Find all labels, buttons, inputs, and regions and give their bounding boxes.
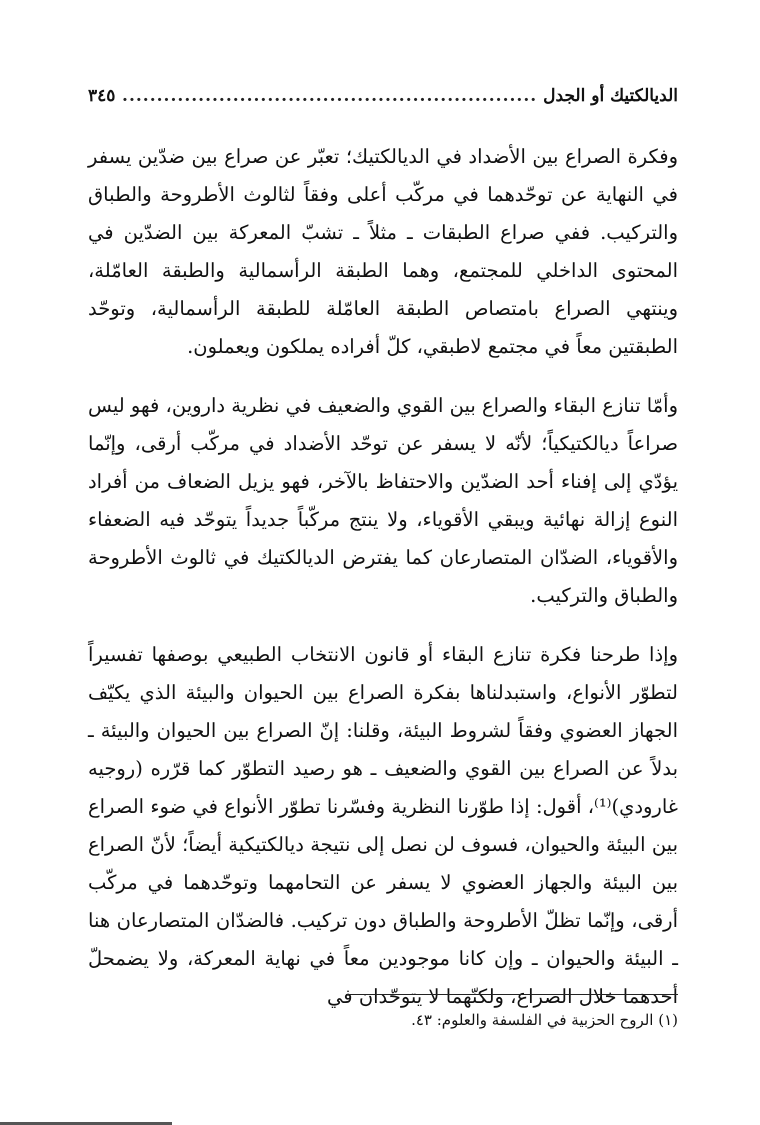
header-leader-dots bbox=[121, 86, 537, 106]
main-text bbox=[88, 138, 678, 1016]
paragraph-1: وفكرة الصراع بين الأضداد في الديالكتيك؛ تعبّر عن صراع بين ضدّين يسفر في النهاية عن توحّدهما في مركّب أعلى وفقاً لثالوث الأطروحة والطباق والتركيب. ففي صراع الطبقات ـ مثلاً ـ تشبّ المعركة بين الضدّين في المحتوى الداخلي للمجتمع، وهما الطبقة الرأسمالية والطبقة العامّلة، وينتهي الصراع بامتصاص الطبقة العامّلة للطبقة الرأسمالية، وتوحّد الطبقتين معاً في مجتمع لاطبقي، كلّ أفراده يملكون ويعملون. bbox=[88, 145, 678, 358]
page-number: ٣٤٥ bbox=[88, 86, 116, 106]
paragraph-2: وأمّا تنازع البقاء والصراع بين القوي والضعيف في نظرية داروين، فهو ليس صراعاً ديالكتيكياً؛ لأنّه لا يسفر عن توحّد الأضداد في مركّب أرقى، وإنّما يؤدّي إلى إفناء أحد الضدّين والاحتفاظ بالآخر، فهو يزيل الضعاف من أفراد النوع إزالة نهائية ويبقي الأقوياء، ولا ينتج مركّباً جديداً يتوحّد فيه الضعفاء والأقوياء، الضدّان المتصارعان كما يفترض الديالكتيك في ثالوث الأطروحة والطباق والتركيب. bbox=[88, 394, 678, 607]
header-title: الديالكتيك أو الجدل bbox=[543, 86, 678, 106]
footnote: (١) الروح الحزبية في الفلسفة والعلوم: ٤٣. bbox=[411, 1011, 678, 1029]
running-header bbox=[88, 86, 678, 106]
footnote-separator bbox=[346, 994, 678, 995]
paragraph-3: وإذا طرحنا فكرة تنازع البقاء أو قانون الانتخاب الطبيعي بوصفها تفسيراً لتطوّر الأنواع، واستبدلناها بفكرة الصراع بين الحيوان والبيئة الذي يكيّف الجهاز العضوي وفقاً لشروط البيئة، وقلنا: إنّ الصراع بين الحيوان والبيئة ـ بدلاً عن الصراع بين القوي والضعيف ـ هو رصيد التطوّر كما قرّره (روجيه غارودي)⁽¹⁾، أقول: إذا طوّرنا النظرية وفسّرنا تطوّر الأنواع في ضوء الصراع بين البيئة والحيوان، فسوف لن نصل إلى نتيجة ديالكتيكية أيضاً؛ لأنّ الصراع بين البيئة والجهاز العضوي لا يسفر عن التحامهما وتوحّدهما في مركّب أرقى، وإنّما تظلّ الأطروحة والطباق دون تركيب. فالضدّان المتصارعان هنا ـ البيئة والحيوان ـ وإن كانا موجودين معاً في نهاية المعركة، ولا يضمحلّ أحدهما خلال الصراع، ولكنّهما لا يتوحّدان في bbox=[88, 643, 678, 1008]
